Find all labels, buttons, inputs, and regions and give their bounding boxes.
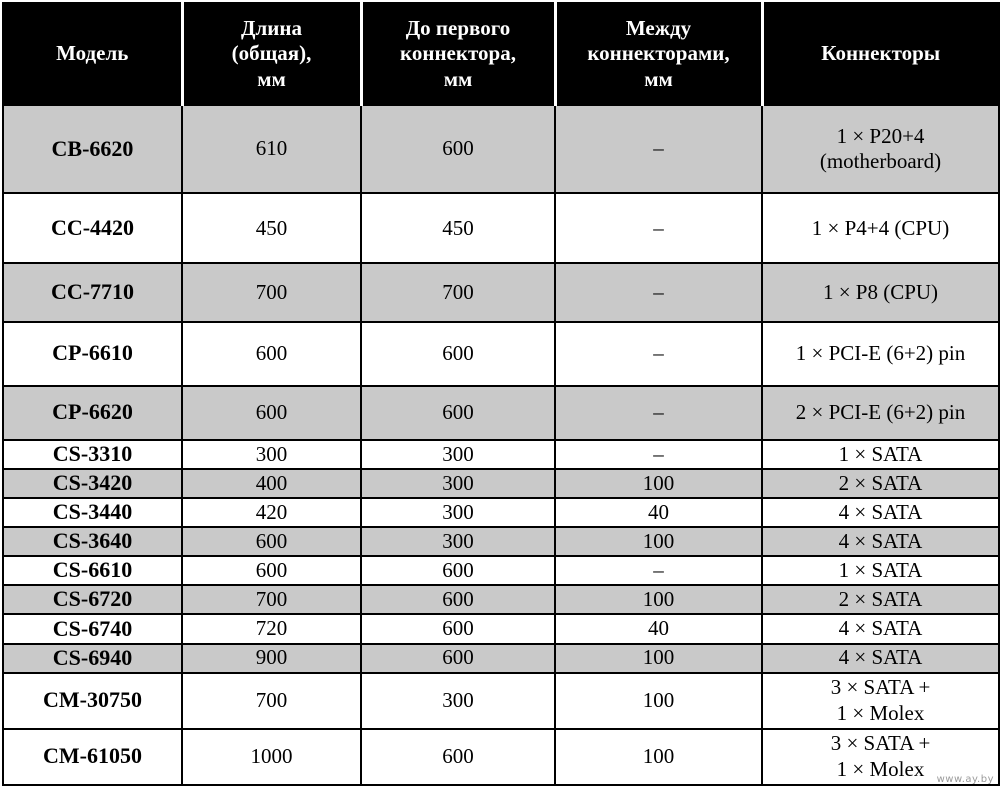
model-cell: CS-3640 bbox=[3, 527, 182, 556]
connector-line: 1 × Molex bbox=[836, 700, 925, 725]
header-line: Между bbox=[625, 15, 692, 40]
table-row bbox=[3, 585, 999, 614]
table-row bbox=[3, 386, 999, 440]
connectors-cell bbox=[762, 322, 999, 386]
length-cell: 600 bbox=[182, 322, 361, 386]
connector-line: 2 × SATA bbox=[838, 587, 923, 612]
length-cell: 700 bbox=[182, 673, 361, 729]
table-row bbox=[3, 322, 999, 386]
first-connector-cell: 300 bbox=[361, 527, 555, 556]
header-length bbox=[182, 3, 361, 105]
connectors-cell bbox=[762, 527, 999, 556]
length-cell: 300 bbox=[182, 440, 361, 469]
connector-line: 2 × PCI-E (6+2) pin bbox=[795, 400, 966, 425]
model-cell: CS-6940 bbox=[3, 644, 182, 673]
connectors-cell bbox=[762, 105, 999, 193]
connector-line: 1 × P4+4 (CPU) bbox=[811, 215, 950, 240]
model-cell: CS-6610 bbox=[3, 556, 182, 585]
first-connector-cell: 600 bbox=[361, 614, 555, 643]
first-connector-cell: 300 bbox=[361, 498, 555, 527]
header-line: До первого bbox=[405, 15, 511, 40]
table-row bbox=[3, 527, 999, 556]
connectors-cell bbox=[762, 585, 999, 614]
length-cell: 700 bbox=[182, 585, 361, 614]
length-cell: 400 bbox=[182, 469, 361, 498]
between-connectors-cell: 40 bbox=[555, 498, 762, 527]
connectors-cell bbox=[762, 644, 999, 673]
first-connector-cell: 300 bbox=[361, 440, 555, 469]
header-line: Длина bbox=[241, 15, 302, 40]
length-cell: 450 bbox=[182, 193, 361, 263]
header-line: мм bbox=[257, 66, 286, 91]
connector-line: 1 × P20+4 bbox=[836, 123, 925, 148]
model-cell: CS-3420 bbox=[3, 469, 182, 498]
header-first-connector bbox=[361, 3, 555, 105]
table-row bbox=[3, 673, 999, 729]
table-row bbox=[3, 556, 999, 585]
watermark: www.ay.by bbox=[936, 774, 994, 785]
first-connector-cell: 300 bbox=[361, 673, 555, 729]
length-cell: 420 bbox=[182, 498, 361, 527]
between-connectors-cell: – bbox=[555, 322, 762, 386]
header-model bbox=[3, 3, 182, 105]
first-connector-cell: 700 bbox=[361, 263, 555, 321]
model-cell: CC-4420 bbox=[3, 193, 182, 263]
header-line: коннектора, bbox=[400, 41, 516, 66]
header-between-connectors bbox=[555, 3, 762, 105]
table-row bbox=[3, 614, 999, 643]
between-connectors-cell: 100 bbox=[555, 673, 762, 729]
model-cell: CB-6620 bbox=[3, 105, 182, 193]
header-line: мм bbox=[443, 66, 473, 91]
connector-line: 2 × SATA bbox=[838, 470, 923, 495]
connector-line: 3 × SATA + bbox=[830, 731, 931, 756]
connector-line: 4 × SATA bbox=[838, 528, 923, 553]
table-row bbox=[3, 193, 999, 263]
between-connectors-cell: – bbox=[555, 556, 762, 585]
length-cell: 700 bbox=[182, 263, 361, 321]
connector-line: 4 × SATA bbox=[838, 645, 923, 670]
model-cell: CS-3310 bbox=[3, 440, 182, 469]
between-connectors-cell: 100 bbox=[555, 469, 762, 498]
table-row bbox=[3, 105, 999, 193]
first-connector-cell: 300 bbox=[361, 469, 555, 498]
between-connectors-cell: 100 bbox=[555, 644, 762, 673]
length-cell: 600 bbox=[182, 556, 361, 585]
table-row bbox=[3, 729, 999, 785]
between-connectors-cell: – bbox=[555, 440, 762, 469]
connectors-cell bbox=[762, 386, 999, 440]
connector-line: 3 × SATA + bbox=[830, 675, 931, 700]
table-body bbox=[3, 105, 999, 785]
connector-line: (motherboard) bbox=[819, 149, 942, 174]
table-row bbox=[3, 440, 999, 469]
connector-spec-table bbox=[2, 2, 1000, 786]
header-line: (общая), bbox=[231, 41, 312, 66]
header-connectors bbox=[762, 3, 999, 105]
first-connector-cell: 450 bbox=[361, 193, 555, 263]
first-connector-cell: 600 bbox=[361, 729, 555, 785]
first-connector-cell: 600 bbox=[361, 322, 555, 386]
length-cell: 1000 bbox=[182, 729, 361, 785]
model-cell: CS-3440 bbox=[3, 498, 182, 527]
first-connector-cell: 600 bbox=[361, 644, 555, 673]
connectors-cell bbox=[762, 193, 999, 263]
length-cell: 720 bbox=[182, 614, 361, 643]
connectors-cell bbox=[762, 263, 999, 321]
header-line: коннекторами, bbox=[587, 41, 730, 66]
between-connectors-cell: – bbox=[555, 263, 762, 321]
first-connector-cell: 600 bbox=[361, 386, 555, 440]
model-cell: CM-61050 bbox=[3, 729, 182, 785]
connectors-cell bbox=[762, 498, 999, 527]
between-connectors-cell: 100 bbox=[555, 729, 762, 785]
connectors-cell bbox=[762, 556, 999, 585]
table-header-row bbox=[3, 3, 999, 105]
length-cell: 610 bbox=[182, 105, 361, 193]
model-cell: CC-7710 bbox=[3, 263, 182, 321]
model-cell: CP-6620 bbox=[3, 386, 182, 440]
first-connector-cell: 600 bbox=[361, 585, 555, 614]
connectors-cell bbox=[762, 673, 999, 729]
connectors-cell bbox=[762, 469, 999, 498]
length-cell: 600 bbox=[182, 527, 361, 556]
connectors-cell bbox=[762, 614, 999, 643]
connectors-cell bbox=[762, 440, 999, 469]
table-row bbox=[3, 644, 999, 673]
first-connector-cell: 600 bbox=[361, 556, 555, 585]
connector-line: 1 × PCI-E (6+2) pin bbox=[795, 340, 966, 365]
header-line: мм bbox=[644, 66, 673, 91]
connector-line: 1 × SATA bbox=[838, 441, 923, 466]
between-connectors-cell: – bbox=[555, 193, 762, 263]
header-line: Коннекторы bbox=[821, 41, 941, 66]
model-cell: CM-30750 bbox=[3, 673, 182, 729]
between-connectors-cell: 100 bbox=[555, 527, 762, 556]
length-cell: 900 bbox=[182, 644, 361, 673]
connector-line: 1 × SATA bbox=[838, 558, 923, 582]
header-line: Модель bbox=[56, 41, 129, 66]
table-row bbox=[3, 498, 999, 527]
between-connectors-cell: – bbox=[555, 105, 762, 193]
between-connectors-cell: 100 bbox=[555, 585, 762, 614]
between-connectors-cell: 40 bbox=[555, 614, 762, 643]
model-cell: CP-6610 bbox=[3, 322, 182, 386]
connector-line: 1 × Molex bbox=[836, 756, 925, 781]
table-row bbox=[3, 263, 999, 321]
length-cell: 600 bbox=[182, 386, 361, 440]
first-connector-cell: 600 bbox=[361, 105, 555, 193]
model-cell: CS-6720 bbox=[3, 585, 182, 614]
table-row bbox=[3, 469, 999, 498]
connector-line: 4 × SATA bbox=[838, 616, 923, 641]
connector-line: 4 × SATA bbox=[838, 499, 923, 524]
model-cell: CS-6740 bbox=[3, 614, 182, 643]
between-connectors-cell: – bbox=[555, 386, 762, 440]
connector-line: 1 × P8 (CPU) bbox=[822, 279, 939, 304]
